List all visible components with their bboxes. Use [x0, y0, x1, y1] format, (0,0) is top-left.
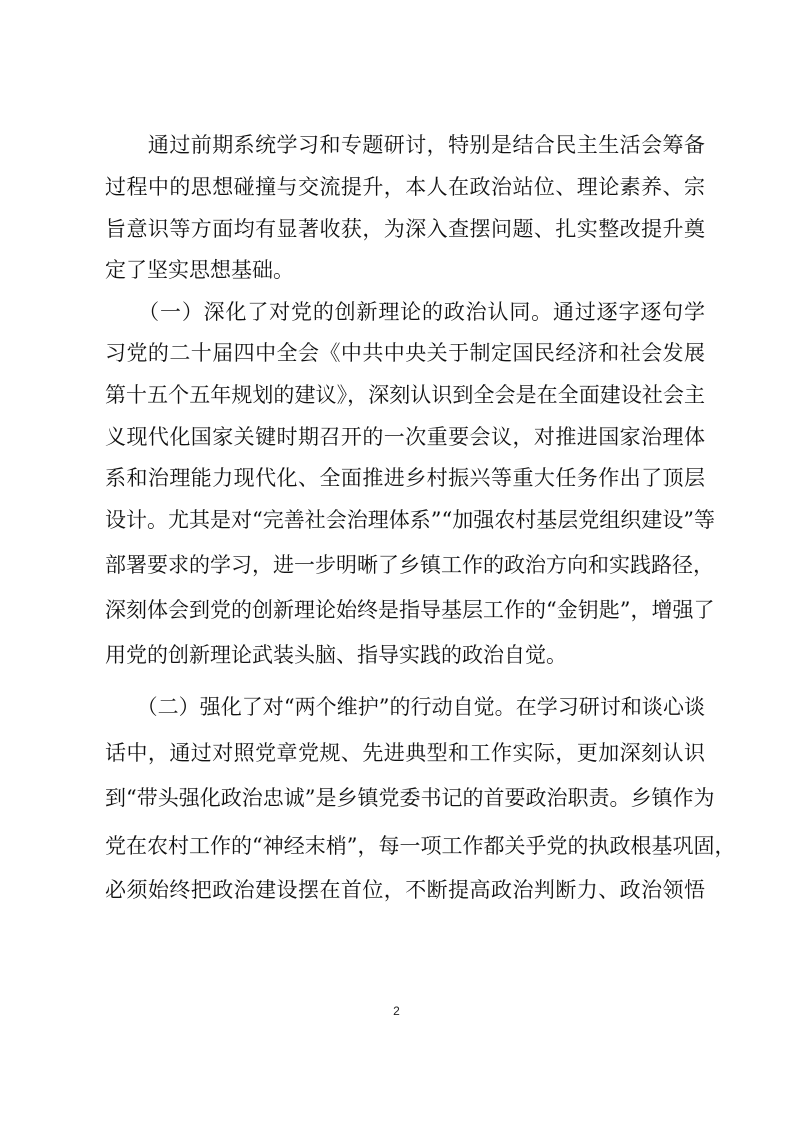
text-line: 深刻体会到党的创新理论始终是指导基层工作的“金钥匙”，增强了: [105, 598, 715, 622]
text-line: 用党的创新理论武装头脑、指导实践的政治自觉。: [105, 643, 567, 667]
text-line: 过程中的思想碰撞与交流提升，本人在政治站位、理论素养、宗: [105, 175, 705, 199]
text-line: 定了坚实思想基础。: [105, 258, 294, 282]
text-line: 部署要求的学习，进一步明晰了乡镇工作的政治方向和实践路径，: [105, 553, 714, 577]
text-line: 系和治理能力现代化、全面推进乡村振兴等重大任务作出了顶层: [105, 466, 705, 490]
text-line: 通过前期系统学习和专题研讨，特别是结合民主生活会筹备: [105, 133, 705, 157]
text-line: （二）强化了对“两个维护”的行动自觉。在学习研讨和谈心谈: [105, 695, 705, 719]
text-line: 话中，通过对照党章党规、先进典型和工作实际，更加深刻认识: [105, 741, 705, 765]
text-line: 第十五个五年规划的建议》，深刻认识到全会是在全面建设社会主: [105, 383, 705, 407]
text-line: 党在农村工作的“神经末梢”，每一项工作都关乎党的执政根基巩固，: [105, 834, 736, 858]
text-line: 必须始终把政治建设摆在首位，不断提高政治判断力、政治领悟: [105, 878, 705, 902]
text-line: 设计。尤其是对“完善社会治理体系”“加强农村基层党组织建设”等: [105, 508, 715, 532]
text-line: 义现代化国家关键时期召开的一次重要会议，对推进国家治理体: [105, 425, 705, 449]
text-line: （一）深化了对党的创新理论的政治认同。通过逐字逐句学: [105, 300, 705, 324]
text-line: 习党的二十届四中全会《中共中央关于制定国民经济和社会发展: [105, 341, 705, 365]
page-number: 2: [393, 1004, 400, 1018]
text-line: 到“带头强化政治忠诚”是乡镇党委书记的首要政治职责。乡镇作为: [105, 786, 715, 810]
text-line: 旨意识等方面均有显著收获，为深入查摆问题、扎实整改提升奠: [105, 217, 705, 241]
